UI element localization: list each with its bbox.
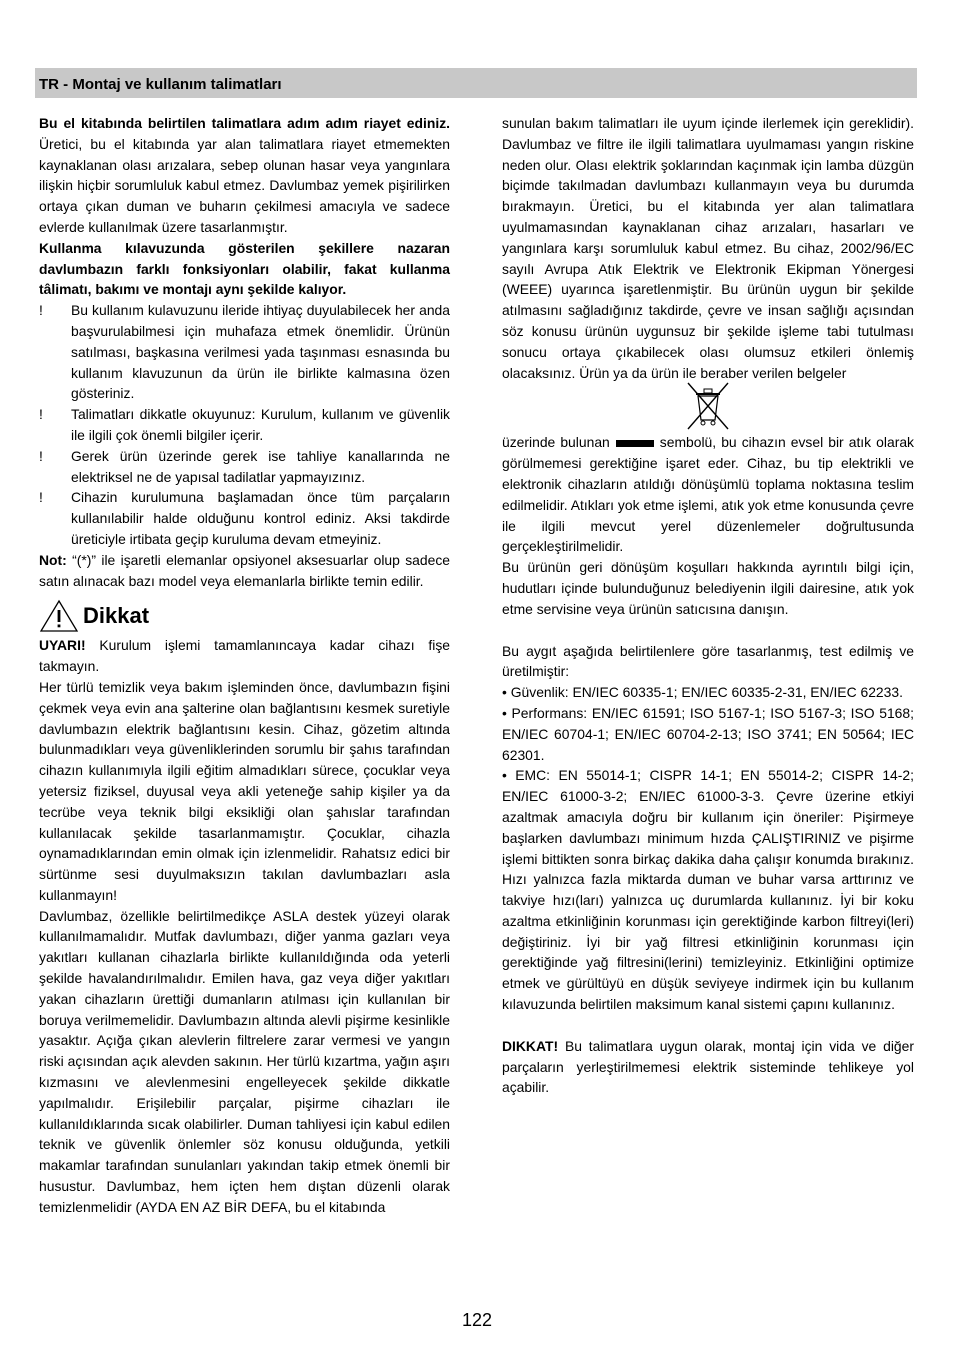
safety-paragraph: Her türlü temizlik veya bakım işleminden önce, davlumbazın fişini çekmek veya evin ana şalterine olan bağlantısını kesmek suretiyle davlumbazın elektrik bağlantısını kesin. Cihaz, gözetim altında bulunmadıkları veya güvenliklerinden sorumlu bir şahıs tarafından cihazın kullanımıyla ilgili eğitim almadıkları sürece, çocuklar veya yetersiz fiziksel, duyusal veya akli yeteneğe sahip kişiler ya da tecrübe veya teknik bilgi eksikliği olan şahıslar tarafından kullanılacak şekilde tasarlanmamıştır. Çocuklar, cihazla oynamadıklarından emin olmak için izlenmelidir. Rahatsız edici bir sürtünme sesi duyulmaksızın takılan davlumbazları asla kullanmayın!: [39, 678, 450, 903]
intro-bold: Bu el kitabında belirtilen talimatlara adım adım riayet ediniz.: [39, 115, 450, 131]
exclamation-icon: !: [39, 406, 43, 423]
list-item-text: Cihazin kurulumuna başlamadan önce tüm parçaların kullanılabilir halde olduğunu kontrol ediniz. Aksi takdirde üreticiyle irtibata geçip kuruluma devam etmeyiniz.: [71, 489, 450, 547]
right-column: [502, 113, 914, 1098]
note-paragraph: [39, 550, 450, 592]
uyari-label: UYARI!: [39, 637, 86, 654]
list-item: [39, 446, 450, 488]
dikkat-title: Dikkat: [83, 602, 150, 628]
intro-paragraph: [39, 113, 450, 238]
warning-bold-paragraph: Kullanma kılavuzunda gösterilen şekillere nazaran davlumbazın farklı fonksiyonları olabilir, fakat kullanma tâlimatı, bakımı ve montajı aynı şekilde kalıyor.: [39, 239, 450, 298]
crossed-bin-icon: [683, 380, 733, 432]
weee-symbol-row: [502, 380, 914, 432]
weee-text-before: üzerinde bulunan: [502, 434, 610, 451]
page-number: 122: [461, 1310, 493, 1330]
dikkat-label: DIKKAT!: [502, 1037, 559, 1054]
list-item-text: Talimatları dikkatle okuyunuz: Kurulum, kullanım ve güvenlik ile ilgili çok önemli bilgiler içerir.: [71, 406, 450, 443]
list-item-text: Bu kullanım kulavuzunu ileride ihtiyaç duyulabilecek her anda başvurulabilmesi için muhafaza etmek önemlidir. Ürünün satılması, başkasına verilmesi yada taşınması esnasında bu kullanım klavuzunun da ürün ile birlikte kalmasına özen gösteriniz.: [71, 302, 450, 402]
recycling-paragraph: Bu ürünün geri dönüşüm koşulları hakkında ayrıntılı bilgi için, hudutları içinde bulunduğunuz belediyenin ilgili dairesine, atık yok etme servisine veya ürünün satıcısına danışın.: [502, 559, 914, 617]
exclamation-icon: !: [39, 489, 43, 506]
uyari-paragraph: [39, 635, 450, 677]
list-item-text: Gerek ürün üzerinde gerek ise tahliye kanallarında ne elektriksel ne de yapısal tadilatlar yapmayızınız.: [71, 447, 450, 485]
weee-text-after: sembolü, bu cihazın evsel bir atık olarak görülmemesi gerektiğine işaret eder. Cihaz, bu tip elektrikli ve elektronik cihazların atıldığı dönüşümlü toplama noktasına teslim edilmelidir. Atıkları yok etme işlemi, atık yok etme konusunda çevre ile ilgili mevcut yerel düzenlemeler doğrultusunda gerçekleştirilmelidir.: [502, 434, 914, 555]
dikkat-text: Bu talimatlara uygun olarak, montaj için vida ve diğer parçaların yerleştirilmemesi elektrik sisteminde tehlikeye yol açabilir.: [502, 1037, 914, 1096]
exclamation-icon: !: [39, 447, 43, 464]
uyari-text: Kurulum işlemi tamamlanıncaya kadar cihazı fişe takmayın.: [39, 637, 451, 675]
standard-emc: • EMC: EN 55014-1; CISPR 14-1; EN 55014-2; CISPR 14-2; EN/IEC 61000-3-2; EN/IEC 61000-3-3. Çevre üzerine etkiyi azaltmak amacıyla doğru bir kullanım için öneriler: Pişirmeye başlarken davlumbazı minimum hızda ÇALIŞTIRINIZ ve pişirme işlemi bittikten sonra birkaç dakika daha çalışır konumda bırakınız. Hızı yalnızca fazla miktarda duman ve buhar varsa arttırınız ve takviye hızı(ları) yalnızca uç durumlarda kullanınız. İyi bir koku azaltma etkinliğinin korunması için gerektiğinde karbon filtreyi(leri) değiştiriniz. İyi bir yağ filtresi etkinliğinin korunması için gerektiğinde yağ filtresini(lerini) temizleyiniz. Etkinliğini optimize etmek ve gürültüyü en düşük seviyeye indirmek için bu kullanım kılavuzunda belirtilen maksimum kanal sistemi çapını kullanınız.: [502, 767, 914, 1013]
section-title: TR - Montaj ve kullanım talimatları: [39, 76, 282, 93]
standard-performance: • Performans: EN/IEC 61591; ISO 5167-1; ISO 5167-3; ISO 5168; EN/IEC 60704-1; EN/IEC 60704-2-13; ISO 3741; EN 50564; IEC 62301.: [502, 704, 914, 763]
standards-intro: Bu aygıt aşağıda belirtilenlere göre tasarlanmış, test edilmiş ve üretilmiştir:: [502, 642, 914, 680]
usage-paragraph: Davlumbaz, özellikle belirtilmedikçe ASLA destek yüzeyi olarak kullanılmamalıdır. Mutfak davlumbazı, diğer yanma gazları veya yakıtları kullanan cihazlarla birlikte kullanıldığında oda yeterli şekilde havalandırılmalıdır. Emilen hava, gaz veya diğer yakıtları yakan cihazların ürettiği dumanların atılması için kullanılan bir boruya verilmemelidir. Davlumbazın altında alevli pişirme kesinlikle yasaktır. Açığa çıkan alevlerin filtrelere zarar vermesi ve yangın riski açısından açık alevden sakının. Her türlü kızartma, yağın aşırı kızmasını ve alevlenmesini engelleyecek şekilde dikkatle yapılmalıdır. Erişilebilir parçalar, pişirme cihazları ile kullanıldıklarında sıcak olabilirler. Duman tahliyesi için kabul edilen teknik ve güvenlik önlemler söz konusu olduğunda, yetkili makamlar tarafından sunulanları yakından takip etmek önemli bir husustur. Davlumbaz, hem içten hem dıştan düzenli olarak temizlenmelidir (AYDA EN AZ BİR DEFA, bu el kitabında: [39, 907, 450, 1215]
maintenance-paragraph: sunulan bakım talimatları ile uyum içinde ilerlemek için gereklidir). Davlumbaz ve filtre ile ilgili talimatlara uyulmaması yangın riskine neden olur. Olası elektrik şoklarından kaçınmak için lamba düzgün biçimde takılmadan davlumbazı kullanmayın veya bu durumda bırakmayın. Üretici, bu el kitabında yer alan talimatlara uyulmamasından kaynaklanan cihaz arızaları, hasarları ve yangınlara karşı sorumluluk kabul etmez. Bu cihaz, 2002/96/EC sayılı Avrupa Atık Elektrik ve Elektronik Ekipman Yönergesi (WEEE) uyarınca işaretlenmiştir. Bu ürünün uygun bir şekilde atılmasını sağladığınız takdirde, çevre ve insan sağlığı açısından söz konusu ürünün uygunsuz bir şekilde işleme tabi tutulması sonucu ortaya çıkabilecek olası olumsuz etkileri önlemiş olacaksınız. Ürün ya da ürün ile beraber verilen belgeler: [502, 115, 914, 381]
intro-text: Üretici, bu el kitabında yar alan talimatlara riayet etmemekten kaynaklanan olası arızalara, sebep olunan hasar veya yangınlara ilişkin hiçbir sorumluluk kabul etmez. Davlumbaz yemek pişirilirken ortaya çıkan duman ve buharın çekilmesi amacıyla ve sadece evlerde kullanılmak üzere tasarlanmıştır.: [39, 135, 450, 235]
warning-triangle-icon: [39, 599, 79, 633]
standard-safety: • Güvenlik: EN/IEC 60335-1; EN/IEC 60335-2-31, EN/IEC 62233.: [502, 684, 903, 701]
note-text: “(*)” ile işaretli elemanlar opsiyonel aksesuarlar olup sadece satın alınacak bazı model veya elemanlarla birlikte temin edilir.: [39, 551, 451, 589]
weee-bar-icon: [616, 440, 654, 447]
list-item: [39, 300, 450, 404]
left-column: [39, 113, 450, 1218]
note-label: Not:: [39, 551, 67, 568]
weee-paragraph: [502, 432, 914, 557]
section-header: [35, 68, 917, 98]
list-item: [39, 404, 450, 446]
exclamation-icon: !: [39, 302, 43, 319]
dikkat-heading: [39, 597, 450, 635]
dikkat-paragraph: [502, 1036, 914, 1098]
list-item: [39, 487, 450, 549]
